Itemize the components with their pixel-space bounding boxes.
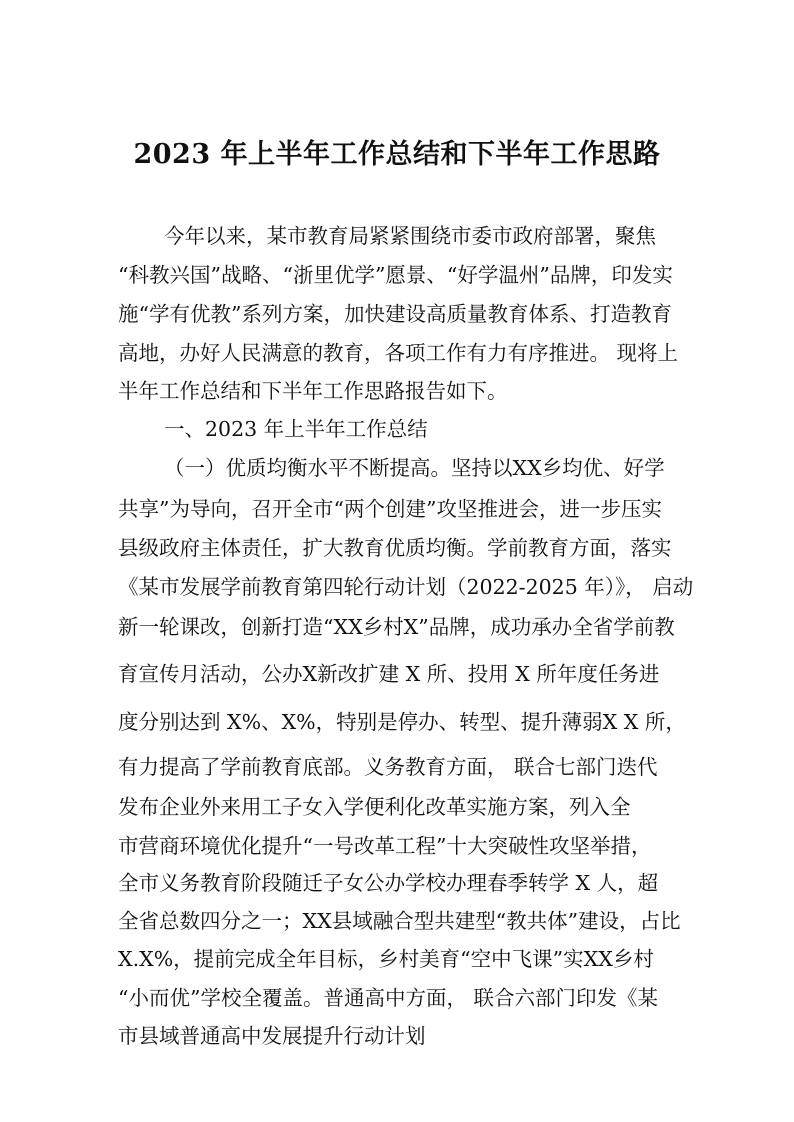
paragraph-line: 半年工作总结和下半年工作思路报告如下。 [118,379,508,403]
subsection-heading-line: （一）优质均衡水平不断提高。坚持以XX乡均优、好学 [164,456,665,480]
section-heading: 一、2023 年上半年工作总结 [164,417,428,441]
paragraph-line: 全市义务教育阶段随迁子女公办学校办理春季转学 X 人，超 [118,871,659,895]
paragraph-line: X.X%，提前完成全年目标，乡村美育“空中飞课”实XX乡村 [118,947,654,971]
paragraph-line: “小而优”学校全覆盖。普通高中方面， 联合六部门印发《某 [118,986,658,1010]
paragraph-line: 育宣传月活动，公办X新改扩建 X 所、投用 X 所年度任务进 [118,662,660,686]
paragraph-line: 有力提高了学前教育底部。义务教育方面， 联合七部门迭代 [118,755,658,779]
paragraph-line: 市营商环境优化提升“一号改革工程”十大突破性攻坚举措， [118,834,652,858]
paragraph-line: 《某市发展学前教育第四轮行动计划（2022-2025 年）》， 启动 [118,575,694,599]
paragraph-line: 市县域普通高中发展提升行动计划 [118,1024,426,1048]
paragraph-line: 高地，办好人民满意的教育，各项工作有力有序推进。 现将上 [118,341,679,365]
paragraph-line: 今年以来，某市教育局紧紧围绕市委市政府部署，聚焦 [164,224,656,248]
paragraph-line: 发布企业外来用工子女入学便利化改革实施方案，列入全 [118,795,631,819]
paragraph-line: 全省总数四分之一；XX县域融合型共建型“教共体”建设，占比 [118,909,681,933]
paragraph-line: “科教兴国”战略、“浙里优学”愿景、“好学温州”品牌，印发实 [118,263,673,287]
paragraph-line: 共享”为导向，召开全市“两个创建”攻坚推进会，进一步压实 [118,497,662,521]
paragraph-line: 度分别达到 X%、X%，特别是停办、转型、提升薄弱X X 所， [118,710,686,734]
paragraph-line: 新一轮课改，创新打造“XX乡村X”品牌，成功承办全省学前教 [118,615,675,639]
paragraph-line: 县级政府主体责任，扩大教育优质均衡。学前教育方面，落实 [118,536,672,560]
paragraph-line: 施“学有优教”系列方案，加快建设高质量教育体系、打造教育 [118,302,672,326]
document-title: 2023 年上半年工作总结和下半年工作思路 [133,139,661,170]
